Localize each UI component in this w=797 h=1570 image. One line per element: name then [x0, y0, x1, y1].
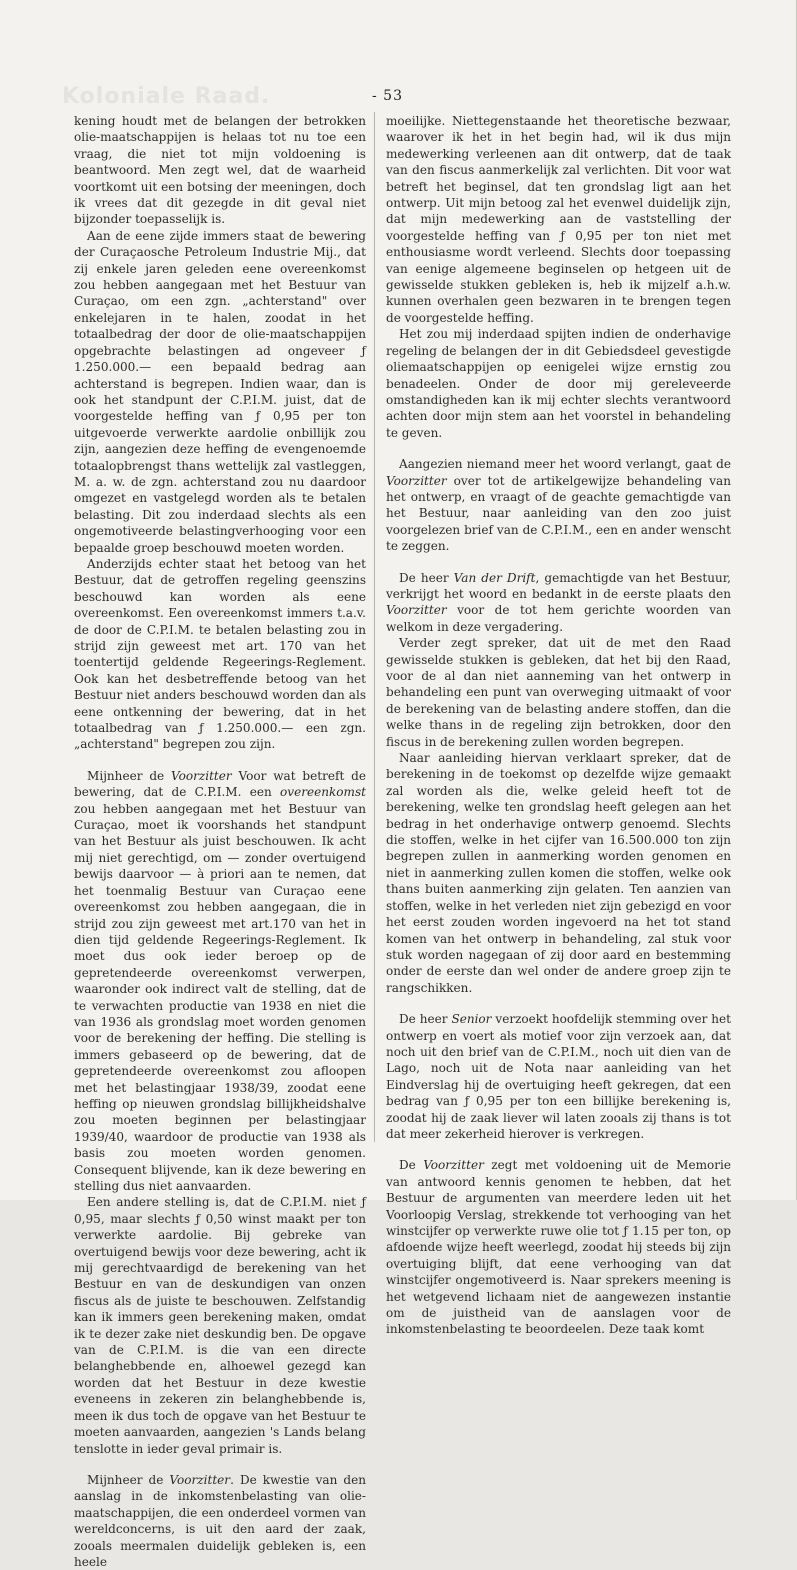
- paragraph: kening houdt met de belangen der betrokken olie-maatschappijen is helaas tot nu toe een vraag, die niet tot mijn voldoening is beantwoord. Men zegt wel, dat de waarheid voortkomt uit een botsing der meeningen, doch ik vrees dat dit gezegde in dit geval niet bijzonder toepasselijk is.: [74, 114, 366, 227]
- text-run: zou hebben aangegaan met het Bestuur van Curaçao, moet ik voorshands het standpunt van het Bestuur als juist beschouwen. Ik acht mij niet gerechtigd, om — zonder overtuigend bewijs daarvoor — à priori aan te nemen, dat het toenmalig Bestuur van Curaçao eene overeenkomst zou hebben aangegaan, die in strijd zou zijn geweest met art.170 van het in dien tijd geldende Regeerings-Reglement. Ik moet dus ook ieder beroep op de gepretendeerde overeenkomst verwerpen, waaronder ook indirect valt de stelling, dat de te verwachten productie van 1938 en niet die van 1936 als grondslag moet worden genomen voor de berekening der heffing. Die stelling is immers gebaseerd op de bewering, dat de gepretendeerde overeenkomst zou afloopen met het belastingjaar 1938/39, zoodat eene heffing op nieuwen grondslag billijkheidshalve zou moeten beginnen per belastingjaar 1939/40, waardoor de productie van 1938 als basis zou moeten worden genomen. Consequent blijvende, kan ik deze bewering en stelling dus niet aanvaarden.: [74, 801, 366, 1193]
- text-run: . De kwestie van den aanslag in de inkomstenbelasting van olie-maatschappijen, die een onderdeel vormen van wereldconcerns, is uit den aard der zaak, zooals meermalen duidelijk gebleken is, een heele: [74, 1472, 366, 1569]
- paragraph: [74, 768, 366, 1195]
- paragraph: [74, 1472, 366, 1570]
- speaker-name: Voorzitter: [171, 768, 232, 783]
- right-column: [386, 113, 731, 1338]
- speaker-name: Voorzitter: [423, 1158, 484, 1173]
- text-run: De heer: [399, 570, 454, 585]
- left-column: [74, 113, 366, 1570]
- page-number: - 53: [372, 88, 403, 104]
- speaker-name: Voorzitter: [386, 603, 447, 618]
- paragraph: Anderzijds echter staat het betoog van het Bestuur, dat de getroffen regeling geenszins beschouwd kan worden als eene overeenkomst. Een overeenkomst immers t.a.v. de door de C.P.I.M. te betalen belasting zou in strijd zijn geweest met art. 170 van het toentertijd geldende Regeerings-Reglement. Ook kan het desbetreffende betoog van het Bestuur niet anders beschouwd worden dan als eene ontkenning der bewering, dat in het totaalbedrag van ƒ 1.250.000.— een zgn. „achterstand" begrepen zou zijn.: [74, 556, 366, 752]
- paragraph: Verder zegt spreker, dat uit de met den Raad gewisselde stukken is gebleken, dat het bij den Raad, voor de al dan niet aanneming van het ontwerp in behandeling een punt van overweging uitmaakt of voor de berekening van de belasting andere stoffen, dan die welke thans in de regeling zijn betrokken, door den fiscus in de berekening zullen worden begrepen.: [386, 636, 731, 749]
- text-run: over tot de artikelgewijze behandeling van het ontwerp, en vraagt of de geachte gemachtigde van het Bestuur, naar aanleiding van den zoo juist voorgelezen brief van de C.P.I.M., een en ander wenscht te zeggen.: [386, 473, 731, 554]
- text-run: Mijnheer de: [87, 1472, 170, 1487]
- paragraph: Een andere stelling is, dat de C.P.I.M. niet ƒ 0,95, maar slechts ƒ 0,50 winst maakt per ton verwerkte aardolie. Bij gebreke van overtuigend bewijs voor deze bewering, acht ik mij gerechtvaardigd de berekening van het Bestuur en van de deskundigen van onzen fiscus als de juiste te beschouwen. Zelfstandig kan ik immers geen berekening maken, omdat ik te dezer zake niet deskundig ben. De opgave van de C.P.I.M. is die van een directe belanghebbende en, alhoewel gezegd kan worden dat het Bestuur in deze kwestie eveneens in zekeren zin belanghebbende is, meen ik dus toch de opgave van het Bestuur te moeten aanvaarden, aangezien 's Lands belang tenslotte in ieder geval primair is.: [74, 1195, 366, 1456]
- paragraph: Naar aanleiding hiervan verklaart spreker, dat de berekening in de toekomst op dezelfde wijze gemaakt zal worden als die, welke geleid heeft tot de berekening, welke ten grondslag heeft gelegen aan het bedrag in het onderhavige ontwerp genoemd. Slechts die stoffen, welke in het cijfer van 16.500.000 ton zijn begrepen zullen in aanmerking worden genomen en niet in aanmerking zullen komen die stoffen, welke ook thans buiten aanmerking zijn gelaten. Ten aanzien van stoffen, welke in het verleden niet zijn gebezigd en voor het eerst zouden worden ingevoerd na het tot stand komen van het ontwerp in behandeling, zal stuk voor stuk worden nagegaan of zij door aard en bestemming onder de eerste dan wel onder de andere groep zijn te rangschikken.: [386, 751, 731, 995]
- text-run: zegt met voldoening uit de Memorie van antwoord kennis genomen te hebben, dat het Bestuur de argumenten van meerdere leden uit het Voorloopig Verslag, strekkende tot verhooging van het winstcijfer op verwerkte ruwe olie tot ƒ 1.15 per ton, op afdoende wijze heeft weerlegd, zoodat hij steeds bij zijn overtuiging blijft, dat eene verhooging van dat winstcijfer ongemotiveerd is. Naar sprekers meening is het wetgevend lichaam niet de aangewezen instantie om de juistheid van de aanslagen voor de inkomstenbelasting te beoordeelen. Deze taak komt: [386, 1158, 731, 1337]
- paragraph: moeilijke. Niettegenstaande het theoretische bezwaar, waarover ik het in het begin had, wil ik dus mijn medewerking verleenen aan dit ontwerp, dat de taak van den fiscus aanmerkelijk zal verlichten. Dit voor wat betreft het beginsel, dat ten grondslag ligt aan het ontwerp. Uit mijn betoog zal het evenwel duidelijk zijn, dat mijn medewerking aan de vaststelling der voorgestelde heffing van ƒ 0,95 per ton niet met enthousiasme wordt verleend. Slechts door toepassing van eenige algemeene beginselen op hetgeen uit de gewisselde stukken gebleken is, heb ik mijzelf a.h.w. kunnen overhalen geen bezwaren in te brengen tegen de voorgestelde heffing.: [386, 114, 731, 325]
- text-run: verzoekt hoofdelijk stemming over het ontwerp en voert als motief voor zijn verzoek aan, dat noch uit den brief van de C.P.I.M., noch uit dien van de Lago, noch uit de Nota naar aanleiding van het Eindverslag hij de overtuiging heeft gekregen, dat een bedrag van ƒ 0,95 per ton een billijke berekening is, zoodat hij de zaak liever wil laten zooals zij thans is tot dat meer zekerheid hierover is verkregen.: [386, 1012, 731, 1141]
- speaker-name: Senior: [451, 1012, 492, 1027]
- text-run: voor de tot hem gerichte woorden van welkom in deze vergadering.: [386, 603, 731, 634]
- paragraph: Aan de eene zijde immers staat de bewering der Curaçaosche Petroleum Industrie Mij., dat zij enkele jaren geleden eene overeenkomst zou hebben aangegaan met het Bestuur van Curaçao, om een zgn. „achterstand" over enkelejaren in te halen, zoodat in het totaalbedrag der door de olie-maatschappijen opgebrachte belastingen ad ongeveer ƒ 1.250.000.— een bepaald bedrag aan achterstand is begrepen. Indien waar, dan is ook het standpunt der C.P.I.M. juist, dat de voorgestelde heffing van ƒ 0,95 per ton uitgevoerde verwerkte aardolie onbillijk zou zijn, aangezien deze heffing de evengenoemde totaalopbrengst thans wettelijk zal vastleggen, M. a. w. de zgn. achterstand zou nu daardoor omgezet en vastgelegd worden als te betalen belasting. Dit zou inderdaad slechts als een ongemotiveerde belastingverhooging voor een bepaalde groep beschouwd moeten worden.: [74, 228, 366, 555]
- text-run: De heer: [399, 1012, 452, 1027]
- watermark-heading: Koloniale Raad.: [62, 84, 271, 109]
- paragraph: [386, 570, 731, 636]
- text-run: Mijnheer de: [87, 768, 172, 783]
- text-run: De: [399, 1158, 424, 1173]
- column-divider: [374, 112, 375, 1142]
- speaker-name: Voorzitter: [169, 1472, 231, 1487]
- speaker-name: Van der Drift: [453, 570, 536, 585]
- paragraph: [386, 1157, 731, 1337]
- paragraph: Het zou mij inderdaad spijten indien de onderhavige regeling de belangen der in dit Gebiedsdeel gevestigde oliemaatschappijen op eenigelei wijze ernstig zou benadeelen. Onder de door mij gereleveerde omstandigheden kan ik mij echter slechts verantwoord achten door mijn stem aan het voorstel in behandeling te geven.: [386, 327, 731, 440]
- text-run: , gemachtigde van het Bestuur, verkrijgt het woord en bedankt in de eerste plaats den: [386, 570, 731, 601]
- paragraph: [386, 456, 731, 554]
- emphasis-term: overeenkomst: [280, 785, 366, 800]
- text-run: Voor wat betreft de bewering, dat de C.P.I.M. een: [74, 768, 366, 800]
- paragraph: [386, 1011, 731, 1142]
- text-run: Aangezien niemand meer het woord verlangt, gaat de: [399, 457, 731, 472]
- speaker-name: Voorzitter: [386, 473, 447, 488]
